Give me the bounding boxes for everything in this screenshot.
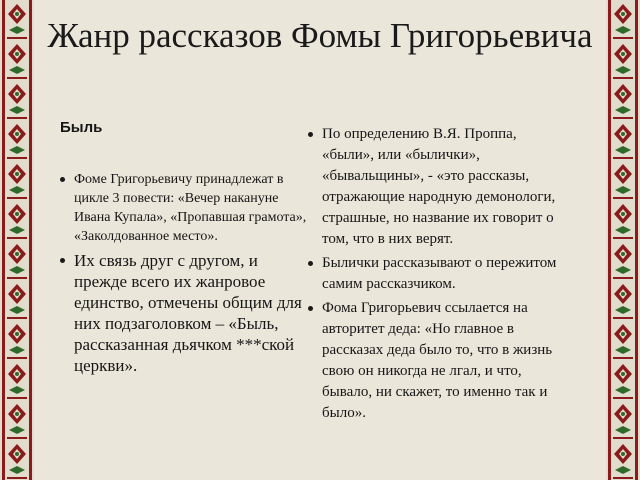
right-bullet-2: Былички рассказывают о пережитом самим рассказчиком. <box>308 253 570 295</box>
slide-title: Жанр рассказов Фомы Григорьевича <box>47 16 593 55</box>
left-column <box>60 118 308 376</box>
slide-content <box>34 0 606 480</box>
right-bullet-3: Фома Григорьевич ссылается на авторитет деда: «Но главное в рассказах деда было то, что в жизнь свою он никогда не лгал, и что, бывало, ни скажет, то именно так и было». <box>308 298 570 424</box>
left-heading: Быль <box>60 119 103 136</box>
left-ornament-border <box>0 0 34 480</box>
left-bullet-list <box>60 170 308 376</box>
right-bullet-1: По определению В.Я. Проппа, «были», или «былички», «бывальщины», - «это рассказы, отражающие народную демонологи, страшные, но название их говорит о том, что в них верят. <box>308 124 570 250</box>
right-column <box>308 124 570 427</box>
right-ornament-border <box>606 0 640 480</box>
left-bullet-1: Фоме Григорьевичу принадлежат в цикле 3 повести: «Вечер накануне Ивана Купала», «Пропавшая грамота», «Заколдованное место». <box>60 170 308 246</box>
left-bullet-2: Их связь друг с другом, и прежде всего их жанровое единство, отмечены общим для них подзаголовком – «Быль, рассказанная дьячком ***ской церкви». <box>60 250 308 376</box>
right-bullet-list <box>308 124 570 424</box>
